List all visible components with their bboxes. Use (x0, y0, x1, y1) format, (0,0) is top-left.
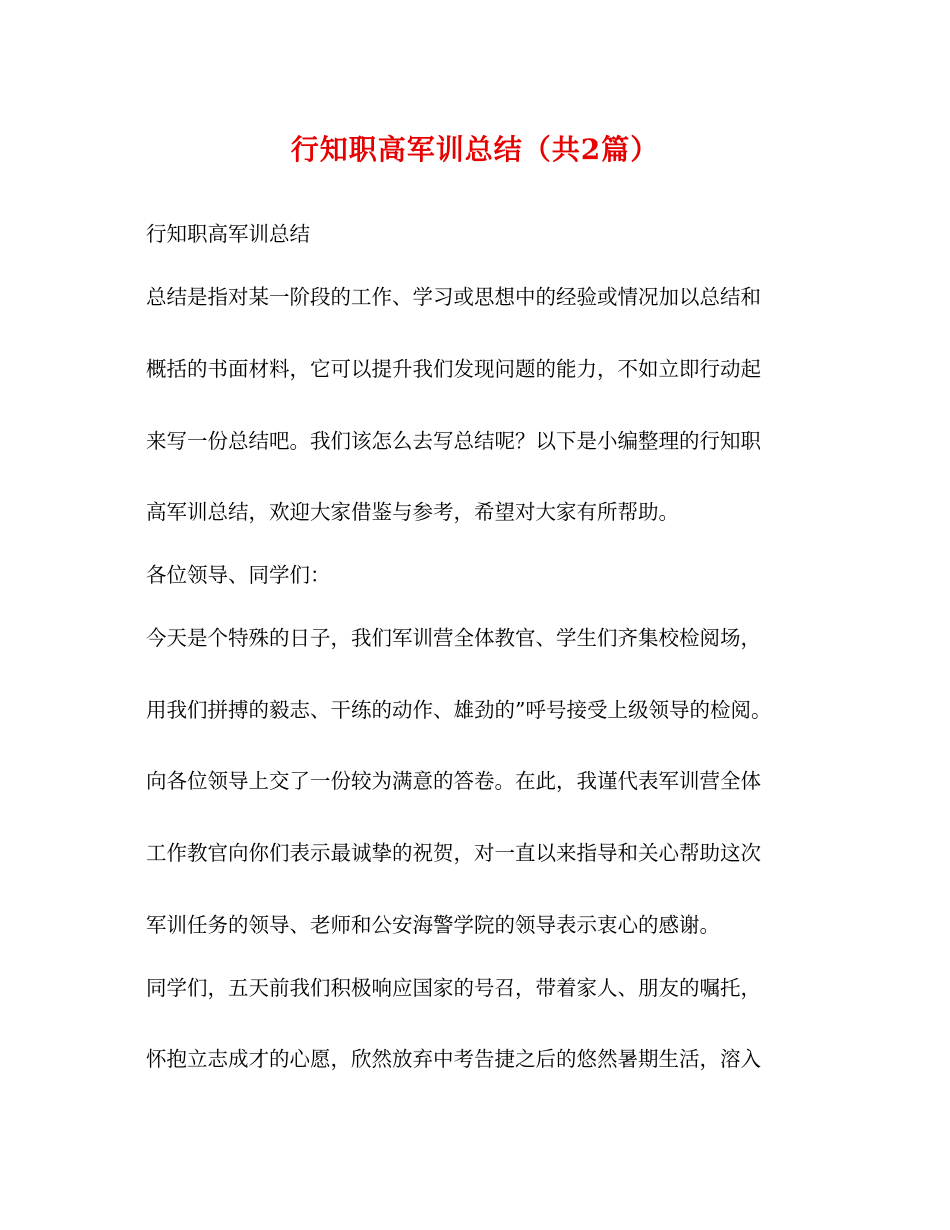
paragraph-line: 今天是个特殊的日子，我们军训营全体教官、学生们齐集校检阅场， (146, 626, 761, 650)
paragraph-line: 军训任务的领导、老师和公安海警学院的领导表示衷心的感谢。 (146, 913, 720, 937)
paragraph-line: 用我们拼搏的毅志、干练的动作、雄劲的”呼号接受上级领导的检阅。 (146, 698, 772, 722)
paragraph-line: 同学们，五天前我们积极响应国家的号召，带着家人、朋友的嘱托， (146, 976, 761, 1000)
paragraph-line: 怀抱立志成才的心愿，欣然放弃中考告捷之后的悠然暑期生活，溶入 (146, 1047, 761, 1071)
document-title: 行知职高军训总结（共2篇） (290, 133, 660, 166)
paragraph-line: 各位领导、同学们： (146, 563, 331, 587)
paragraph-line: 概括的书面材料，它可以提升我们发现问题的能力，不如立即行动起 (146, 357, 761, 381)
paragraph-line: 总结是指对某一阶段的工作、学习或思想中的经验或情况加以总结和 (146, 285, 761, 309)
document-subtitle: 行知职高军训总结 (146, 222, 310, 246)
paragraph-line: 来写一份总结吧。我们该怎么去写总结呢？以下是小编整理的行知职 (146, 429, 761, 453)
paragraph-line: 向各位领导上交了一份较为满意的答卷。在此，我谨代表军训营全体 (146, 769, 761, 793)
paragraph-line: 工作教官向你们表示最诚挚的祝贺，对一直以来指导和关心帮助这次 (146, 841, 761, 865)
paragraph-line: 高军训总结，欢迎大家借鉴与参考，希望对大家有所帮助。 (146, 500, 679, 524)
